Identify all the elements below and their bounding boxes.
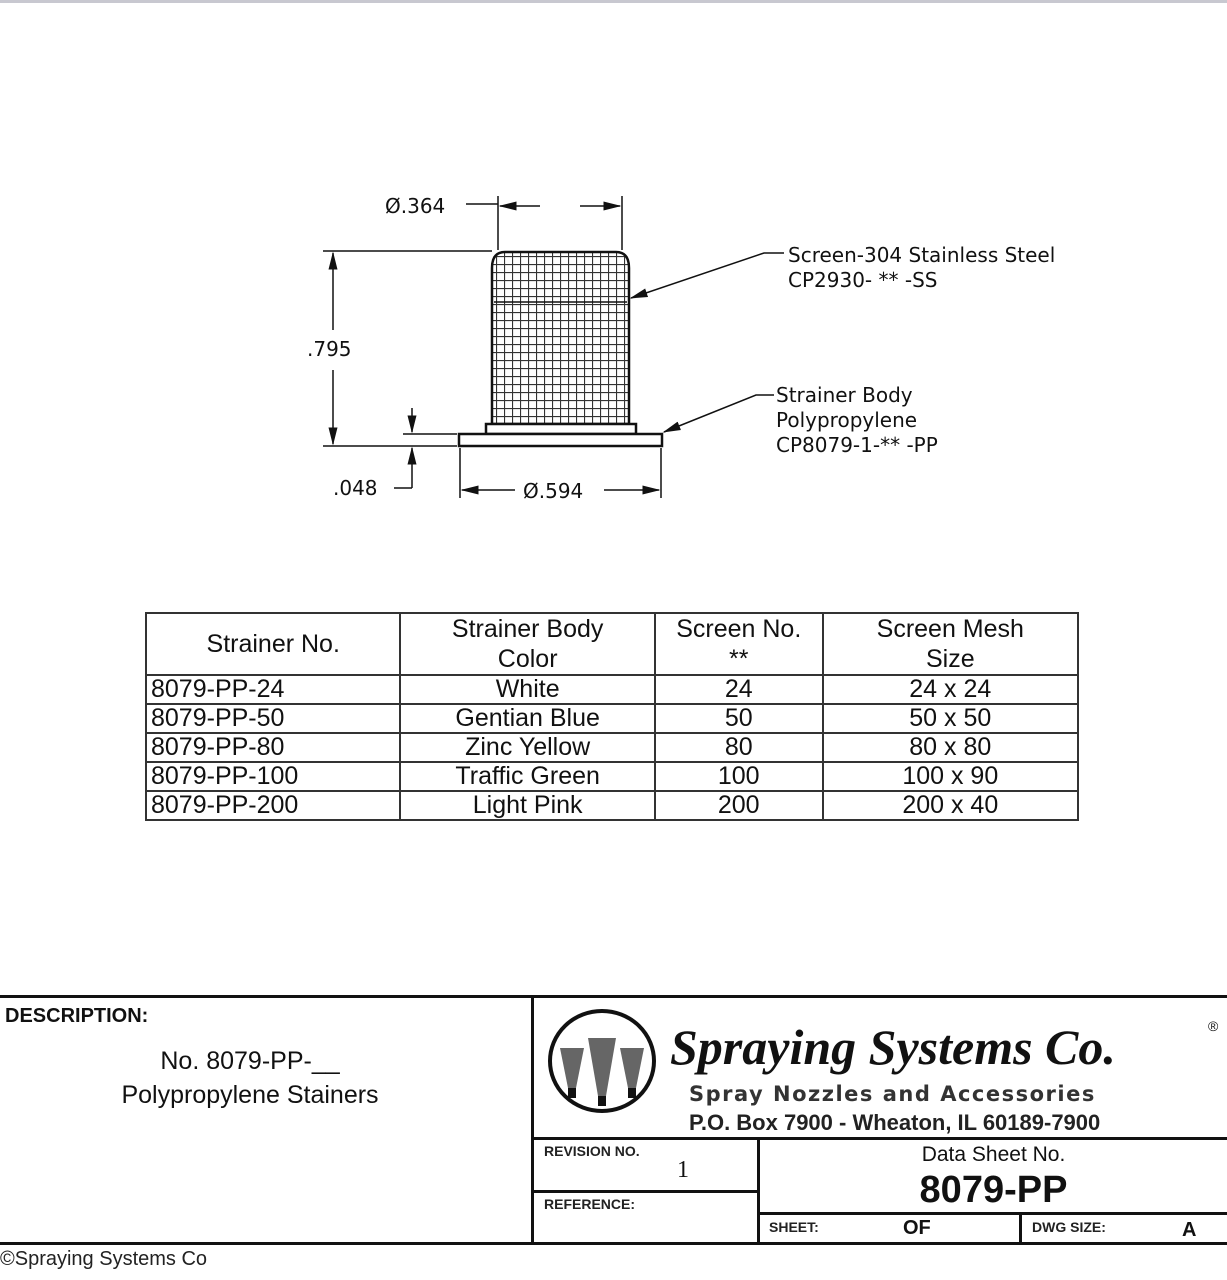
strainer-drawing	[0, 0, 1227, 560]
callout-body-line1: Strainer Body	[776, 383, 913, 407]
table-row: 8079-PP-24 White 24 24 x 24	[146, 675, 1078, 704]
reference-label: REFERENCE:	[544, 1196, 636, 1212]
data-sheet-number: 8079-PP	[919, 1169, 1068, 1211]
copyright: ©Spraying Systems Co	[0, 1248, 208, 1270]
table-header-row	[146, 613, 1078, 675]
company-name: Spraying Systems Co.	[670, 1019, 1116, 1075]
company-address: P.O. Box 7900 - Wheaton, IL 60189-7900	[689, 1110, 1101, 1135]
sheet-of: OF	[903, 1217, 931, 1239]
dim-flange: .048	[333, 476, 378, 500]
callout-screen-line1: Screen-304 Stainless Steel	[788, 243, 1056, 267]
screen-body	[459, 252, 662, 446]
sheet-label: SHEET:	[769, 1219, 819, 1235]
dwg-size-value: A	[1182, 1219, 1197, 1241]
revision-value: 1	[677, 1157, 689, 1183]
header-mesh-size: Screen Mesh Size	[823, 613, 1078, 675]
description-line2: Polypropylene Stainers	[121, 1081, 379, 1109]
header-strainer-no: Strainer No.	[146, 613, 400, 675]
logo-row-line	[533, 1137, 1227, 1140]
callout-body-line3: CP8079-1-** -PP	[776, 433, 938, 457]
description-line1: No. 8079-PP-__	[160, 1047, 340, 1075]
title-block-divider	[531, 996, 534, 1244]
dim-height: .795	[307, 337, 352, 361]
table-row: 8079-PP-50 Gentian Blue 50 50 x 50	[146, 704, 1078, 733]
sheet-row-line	[757, 1212, 1227, 1215]
callout-screen-line2: CP2930- ** -SS	[788, 268, 938, 292]
company-tagline: Spray Nozzles and Accessories	[689, 1082, 1096, 1106]
reference-line	[533, 1190, 757, 1193]
dim-top-diameter: Ø.364	[385, 194, 446, 218]
table-row: 8079-PP-200 Light Pink 200 200 x 40	[146, 791, 1078, 820]
callout-body-line2: Polypropylene	[776, 408, 918, 432]
dwg-divider	[1019, 1213, 1022, 1243]
header-body-color: Strainer Body Color	[400, 613, 654, 675]
table-row: 8079-PP-80 Zinc Yellow 80 80 x 80	[146, 733, 1078, 762]
dwg-size-label: DWG SIZE:	[1032, 1219, 1106, 1235]
revision-label: REVISION NO.	[544, 1143, 640, 1159]
strainer-spec-table	[145, 612, 1079, 821]
title-block-bottom-line	[0, 1242, 1227, 1245]
header-screen-no: Screen No. **	[655, 613, 823, 675]
dim-base-diameter: Ø.594	[523, 479, 584, 503]
table-row: 8079-PP-100 Traffic Green 100 100 x 90	[146, 762, 1078, 791]
registered-mark: ®	[1208, 1018, 1219, 1034]
description-label: DESCRIPTION:	[5, 1005, 149, 1027]
company-logo-icon	[546, 1008, 658, 1114]
title-block-top-line	[0, 995, 1227, 998]
data-sheet-label: Data Sheet No.	[921, 1143, 1066, 1166]
